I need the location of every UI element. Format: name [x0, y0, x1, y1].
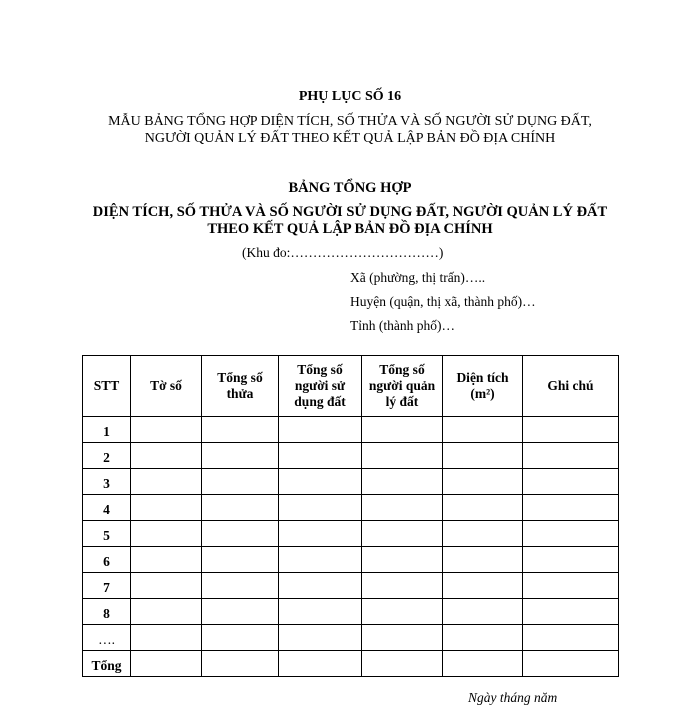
header-total-managers-l3: lý đất	[385, 394, 419, 409]
empty-cell	[443, 573, 523, 599]
table-row	[83, 625, 619, 651]
empty-cell	[523, 521, 619, 547]
empty-cell	[362, 417, 443, 443]
empty-cell	[202, 417, 279, 443]
empty-cell	[202, 599, 279, 625]
empty-cell	[202, 651, 279, 677]
empty-cell	[279, 417, 362, 443]
empty-cell	[443, 599, 523, 625]
commune-field: Xã (phường, thị trấn)…..	[350, 270, 486, 285]
row-stt: 1	[83, 417, 131, 443]
empty-cell	[443, 651, 523, 677]
empty-cell	[362, 443, 443, 469]
row-stt: 8	[83, 599, 131, 625]
empty-cell	[523, 573, 619, 599]
row-stt: ….	[83, 625, 131, 651]
empty-cell	[131, 651, 202, 677]
summary-title: BẢNG TỔNG HỢP	[288, 180, 412, 196]
empty-cell	[131, 469, 202, 495]
header-stt: STT	[83, 356, 131, 417]
empty-cell	[523, 599, 619, 625]
header-area	[443, 356, 523, 417]
empty-cell	[362, 573, 443, 599]
empty-cell	[523, 495, 619, 521]
empty-cell	[202, 495, 279, 521]
appendix-title: PHỤ LỤC SỐ 16	[298, 89, 402, 104]
empty-cell	[362, 625, 443, 651]
table-row	[83, 547, 619, 573]
empty-cell	[443, 417, 523, 443]
row-stt: 7	[83, 573, 131, 599]
table-row	[83, 469, 619, 495]
header-sheet-no: Tờ số	[131, 356, 202, 417]
empty-cell	[362, 495, 443, 521]
footer-date: Ngày tháng năm	[468, 690, 558, 705]
empty-cell	[279, 443, 362, 469]
summary-table	[82, 355, 619, 677]
empty-cell	[362, 469, 443, 495]
empty-cell	[279, 469, 362, 495]
table-row	[83, 573, 619, 599]
empty-cell	[443, 495, 523, 521]
empty-cell	[279, 599, 362, 625]
table-row	[83, 651, 619, 677]
empty-cell	[523, 651, 619, 677]
header-area-label: Diện tích	[456, 370, 509, 385]
table-row	[83, 495, 619, 521]
empty-cell	[131, 625, 202, 651]
empty-cell	[202, 625, 279, 651]
empty-cell	[443, 443, 523, 469]
empty-cell	[131, 443, 202, 469]
district-field: Huyện (quận, thị xã, thành phố)…	[350, 294, 536, 309]
table-header-row	[83, 356, 619, 417]
empty-cell	[202, 573, 279, 599]
empty-cell	[131, 573, 202, 599]
empty-cell	[279, 521, 362, 547]
appendix-subtitle-line2: NGƯỜI QUẢN LÝ ĐẤT THEO KẾT QUẢ LẬP BẢN ĐỒ ĐỊA CHÍNH	[144, 131, 556, 146]
header-total-users-l3: dụng đất	[294, 394, 346, 409]
row-stt: 2	[83, 443, 131, 469]
table-row	[83, 443, 619, 469]
header-total-managers-l2: người quản	[368, 378, 436, 393]
empty-cell	[131, 521, 202, 547]
empty-cell	[202, 443, 279, 469]
empty-cell	[202, 469, 279, 495]
empty-cell	[443, 469, 523, 495]
empty-cell	[523, 469, 619, 495]
empty-cell	[131, 417, 202, 443]
province-field: Tỉnh (thành phố)…	[350, 318, 455, 333]
appendix-subtitle-line1: MẪU BẢNG TỔNG HỢP DIỆN TÍCH, SỐ THỬA VÀ SỐ NGƯỜI SỬ DỤNG ĐẤT,	[108, 114, 592, 129]
empty-cell	[279, 625, 362, 651]
empty-cell	[279, 547, 362, 573]
empty-cell	[523, 625, 619, 651]
empty-cell	[443, 625, 523, 651]
empty-cell	[362, 599, 443, 625]
empty-cell	[443, 521, 523, 547]
header-notes: Ghi chú	[523, 356, 619, 417]
row-stt: Tổng	[83, 651, 131, 677]
empty-cell	[131, 599, 202, 625]
header-total-users-l1: Tổng số	[297, 362, 343, 377]
table-row	[83, 417, 619, 443]
header-total-managers-l1: Tổng số	[379, 362, 425, 377]
header-total-parcels-l2: thửa	[226, 386, 254, 401]
empty-cell	[202, 521, 279, 547]
empty-cell	[443, 547, 523, 573]
empty-cell	[131, 547, 202, 573]
summary-subtitle-line2: THEO KẾT QUẢ LẬP BẢN ĐỒ ĐỊA CHÍNH	[207, 221, 493, 237]
header-total-parcels	[202, 356, 279, 417]
row-stt: 4	[83, 495, 131, 521]
empty-cell	[523, 547, 619, 573]
empty-cell	[202, 547, 279, 573]
table-row	[83, 599, 619, 625]
empty-cell	[362, 547, 443, 573]
row-stt: 6	[83, 547, 131, 573]
table-row	[83, 521, 619, 547]
summary-subtitle-line1: DIỆN TÍCH, SỐ THỬA VÀ SỐ NGƯỜI SỬ DỤNG ĐẤT, NGƯỜI QUẢN LÝ ĐẤT	[92, 204, 608, 220]
row-stt: 5	[83, 521, 131, 547]
header-area-unit: (m²)	[470, 386, 495, 401]
header-total-users	[279, 356, 362, 417]
header-total-managers	[362, 356, 443, 417]
empty-cell	[279, 573, 362, 599]
header-total-parcels-l1: Tổng số	[217, 370, 263, 385]
empty-cell	[131, 495, 202, 521]
empty-cell	[523, 443, 619, 469]
header-total-users-l2: người sử	[294, 378, 346, 393]
empty-cell	[362, 651, 443, 677]
survey-area-field: (Khu đo:……………………………)	[242, 245, 444, 260]
empty-cell	[279, 495, 362, 521]
empty-cell	[279, 651, 362, 677]
empty-cell	[362, 521, 443, 547]
row-stt: 3	[83, 469, 131, 495]
empty-cell	[523, 417, 619, 443]
